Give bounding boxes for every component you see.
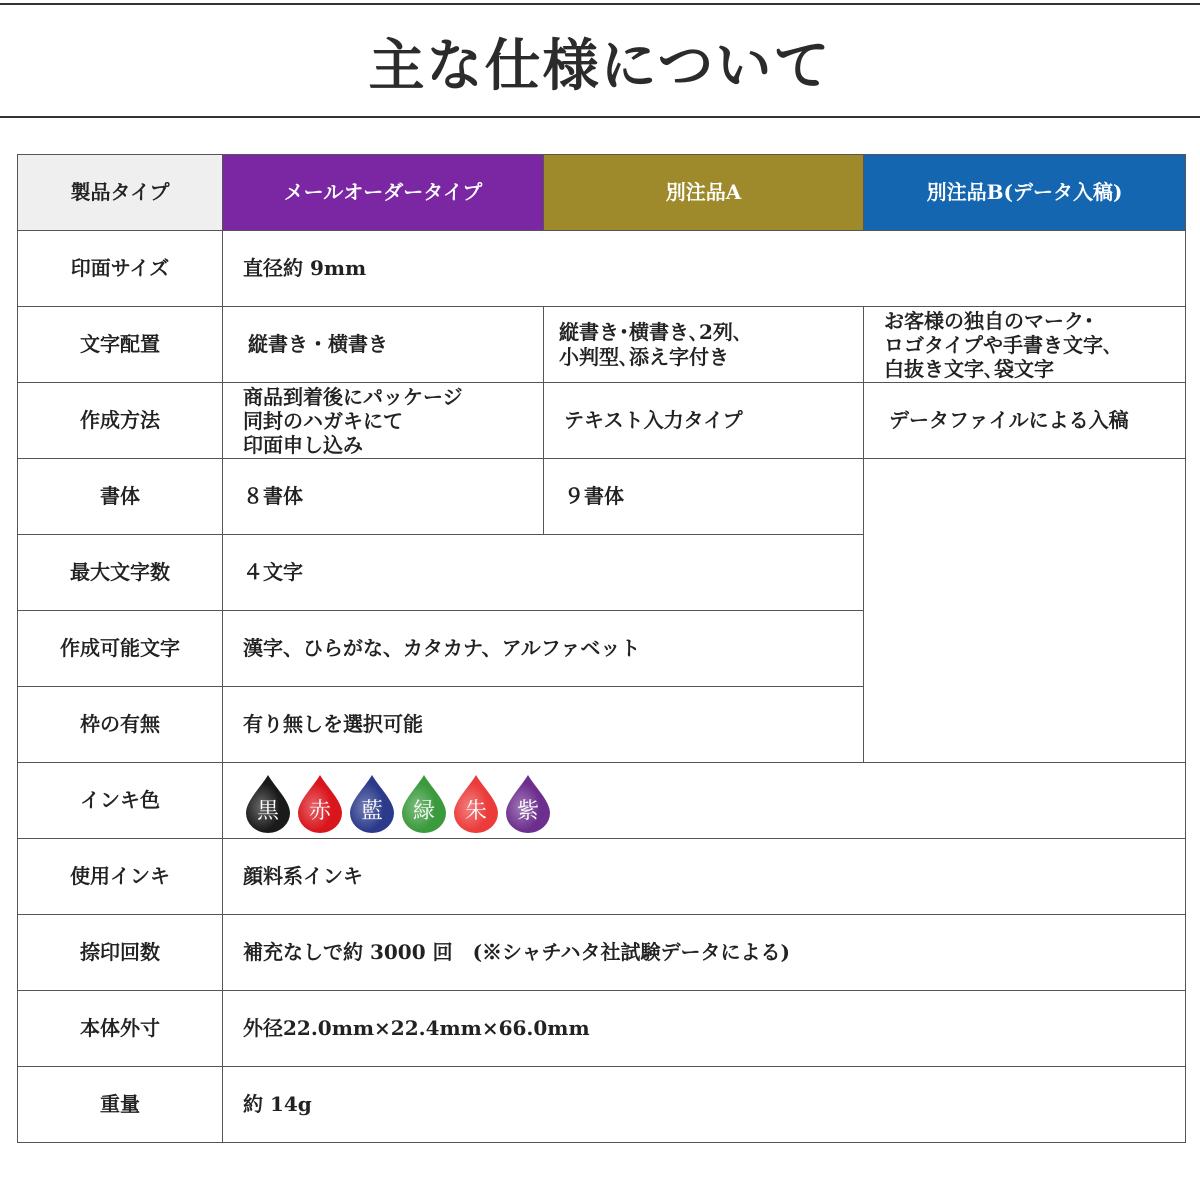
- layout-b-value: [864, 307, 1186, 383]
- table-row-weight: [18, 1067, 1186, 1143]
- method-mail-line: 商品到着後にパッケージ: [243, 384, 463, 409]
- ink-color-label: 紫: [516, 798, 539, 824]
- row-label: 最大文字数: [18, 535, 223, 611]
- method-mail-value: [223, 383, 544, 459]
- page-title: 主な仕様について: [368, 33, 832, 99]
- ink-drop-icon: [503, 773, 553, 835]
- row-label: 作成方法: [18, 383, 223, 459]
- layout-b-line: ロゴタイプや手書き文字､: [884, 332, 1113, 357]
- table-row-dimensions: [18, 991, 1186, 1067]
- row-label: インキ色: [18, 763, 223, 839]
- table-row-impressions: [18, 915, 1186, 991]
- ink-drop-icon: [451, 773, 501, 835]
- ink-drop-icon: [295, 773, 345, 835]
- layout-a-line: 縦書き･横書き､2列､: [559, 319, 743, 344]
- layout-a-value: [544, 307, 864, 383]
- ink-color-swatches: [243, 767, 1165, 835]
- method-a-value: テキスト入力タイプ: [544, 383, 864, 459]
- ink-drop-icon: [399, 773, 449, 835]
- table-row-method: [18, 383, 1186, 459]
- custom-b-empty-cell: [864, 459, 1186, 763]
- ink-color-label: 赤: [308, 798, 331, 824]
- fonts-a-value: ９書体: [544, 459, 864, 535]
- row-label: 印面サイズ: [18, 231, 223, 307]
- top-divider: [0, 3, 1200, 5]
- table-row-product-type: [18, 155, 1186, 231]
- weight-value: 約 14g: [223, 1067, 1186, 1143]
- column-header-custom-a: 別注品A: [544, 155, 864, 231]
- ink-type-value: 顔料系インキ: [223, 839, 1186, 915]
- method-mail-line: 同封のハガキにて: [243, 408, 403, 433]
- row-label: 製品タイプ: [18, 155, 223, 231]
- char-types-value: 漢字、ひらがな、カタカナ、アルファベット: [223, 611, 864, 687]
- layout-b-line: 白抜き文字､袋文字: [884, 356, 1054, 381]
- ink-drop-icon: [243, 773, 293, 835]
- row-label: 本体外寸: [18, 991, 223, 1067]
- layout-a-line: 小判型､添え字付き: [559, 344, 729, 369]
- row-label: 作成可能文字: [18, 611, 223, 687]
- table-row-print-size: [18, 231, 1186, 307]
- method-b-value: データファイルによる入稿: [864, 383, 1186, 459]
- max-chars-value: ４文字: [223, 535, 864, 611]
- ink-color-label: 藍: [360, 798, 383, 824]
- row-label: 捺印回数: [18, 915, 223, 991]
- impressions-value: 補充なしで約 3000 回 (※シャチハタ社試験データによる): [223, 915, 1186, 991]
- method-mail-line: 印面申し込み: [243, 432, 363, 457]
- print-size-value: 直径約 9mm: [223, 231, 1186, 307]
- layout-b-line: お客様の独自のマーク･: [884, 308, 1094, 333]
- row-label: 書体: [18, 459, 223, 535]
- table-row-fonts: [18, 459, 1186, 535]
- column-header-mail-order: メールオーダータイプ: [223, 155, 544, 231]
- dimensions-value: 外径22.0mm×22.4mm×66.0mm: [223, 991, 1186, 1067]
- layout-mail-value: 縦書き・横書き: [223, 307, 544, 383]
- ink-colors-value: [223, 763, 1186, 839]
- frame-value: 有り無しを選択可能: [223, 687, 864, 763]
- title-divider: [0, 116, 1200, 118]
- fonts-mail-value: ８書体: [223, 459, 544, 535]
- table-row-layout: [18, 307, 1186, 383]
- row-label: 枠の有無: [18, 687, 223, 763]
- column-header-custom-b: 別注品B(データ入稿): [864, 155, 1186, 231]
- table-row-ink-colors: [18, 763, 1186, 839]
- ink-drop-icon: [347, 773, 397, 835]
- spec-table: [17, 154, 1186, 1143]
- ink-color-label: 黒: [256, 798, 279, 824]
- table-row-ink-type: [18, 839, 1186, 915]
- row-label: 重量: [18, 1067, 223, 1143]
- row-label: 使用インキ: [18, 839, 223, 915]
- ink-color-label: 緑: [412, 798, 435, 824]
- ink-color-label: 朱: [464, 798, 487, 824]
- row-label: 文字配置: [18, 307, 223, 383]
